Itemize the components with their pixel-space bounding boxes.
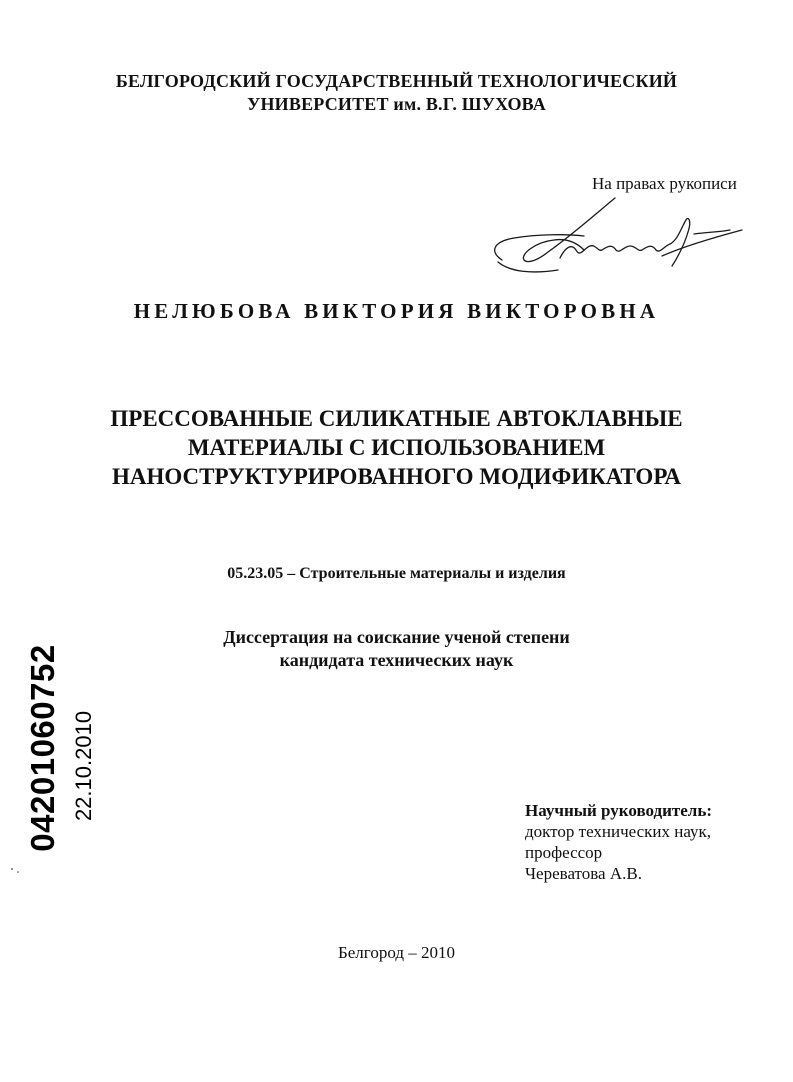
supervisor-rank: профессор: [525, 843, 603, 862]
title-line-1: ПРЕССОВАННЫЕ СИЛИКАТНЫЕ АВТОКЛАВНЫЕ: [110, 406, 683, 431]
title-line-3: НАНОСТРУКТУРИРОВАННОГО МОДИФИКАТОРА: [111, 464, 682, 489]
supervisor-block: [525, 800, 712, 884]
degree-line-2: кандидата технических наук: [279, 650, 514, 670]
university-header: [0, 70, 793, 116]
university-line-1: БЕЛГОРОДСКИЙ ГОСУДАРСТВЕННЫЙ ТЕХНОЛОГИЧЕСКИЙ: [115, 71, 678, 91]
supervisor-heading: Научный руководитель:: [525, 801, 712, 820]
supervisor-degree: доктор технических наук,: [525, 822, 712, 841]
library-stamp-code: 04201060752: [24, 644, 61, 852]
city-year: Белгород – 2010: [338, 943, 455, 962]
supervisor-name: Череватова А.В.: [525, 864, 642, 883]
library-stamp-date: 22.10.2010: [71, 710, 96, 822]
author-name: НЕЛЮБОВА ВИКТОРИЯ ВИКТОРОВНА: [133, 299, 660, 323]
scan-speck-icon: [10, 866, 22, 876]
specialty-code: 05.23.05 – Строительные материалы и изделия: [227, 565, 566, 582]
title-line-2: МАТЕРИАЛЫ С ИСПОЛЬЗОВАНИЕМ: [187, 435, 606, 460]
manuscript-note: На правах рукописи: [592, 174, 737, 193]
handwritten-signature-icon: [480, 190, 750, 280]
dissertation-title: [0, 404, 793, 491]
degree-statement: [0, 626, 793, 672]
university-line-2: УНИВЕРСИТЕТ им. В.Г. ШУХОВА: [247, 94, 546, 114]
degree-line-1: Диссертация на соискание ученой степени: [223, 627, 570, 647]
